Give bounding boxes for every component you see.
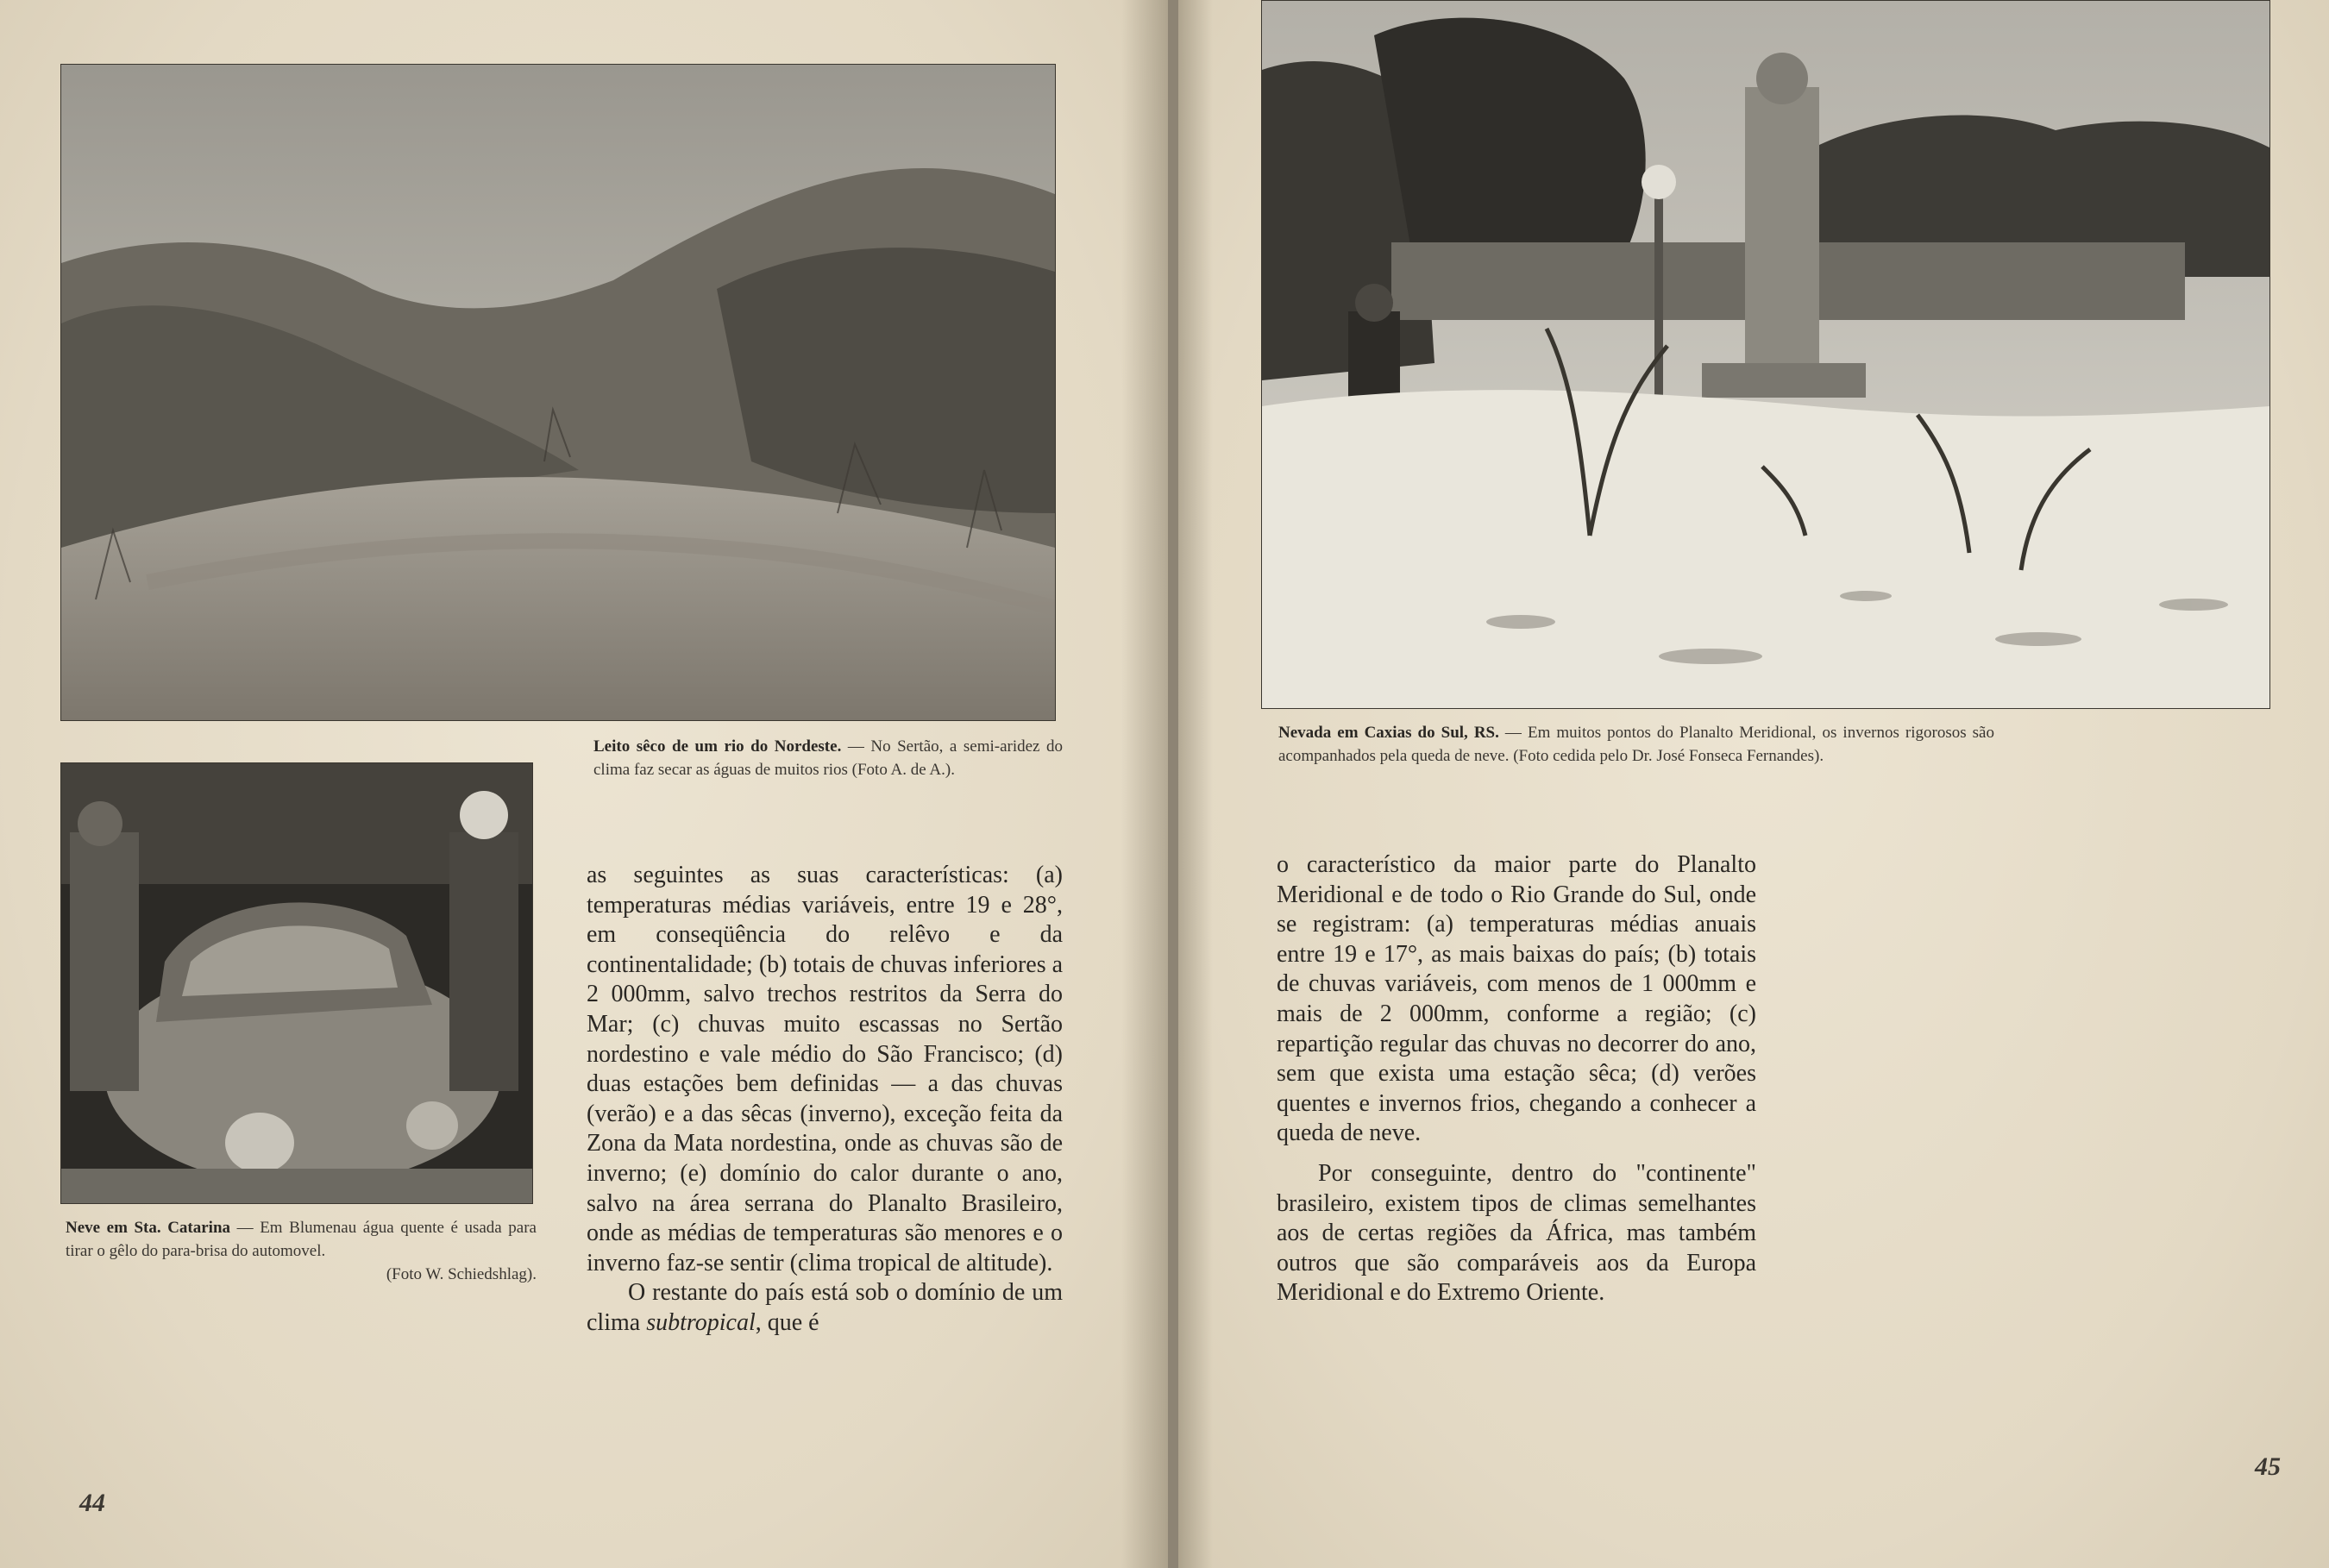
gutter-shadow — [1178, 0, 1213, 1568]
right-page — [1178, 0, 2329, 1568]
paragraph: as seguintes as suas características: (a) temperaturas médias variáveis, entre 19 e 28°, em conseqüência do relêvo e da continentalidade; (b) totais de chuvas inferiores a 2 000mm, salvo trechos restritos da Serra do Mar; (c) chuvas muito escassas no Sertão nordestino e vale médio do São Francisco; (d) duas estações bem definidas — a das chuvas (verão) e a das sêcas (inverno), exceção feita da Zona da Mata nordestina, onde as chuvas são de inverno; (e) domínio do calor durante o ano, salvo na área serrana do Planalto Brasileiro, onde as médias de temperaturas são menores e o inverno faz-se sentir (clima tropical de altitude). — [587, 862, 1064, 1276]
page-number: 44 — [79, 1489, 105, 1517]
caption-title: Neve em Sta. Catarina — [66, 1219, 231, 1237]
left-body-text — [587, 861, 1063, 1339]
page-number: 45 — [2255, 1452, 2281, 1481]
paragraph: Por conseguinte, dentro do "continente" brasileiro, existem tipos de climas semelhantes aos de certas regiões da África, mas também outros que são comparáveis aos da Europa Meridional e do Extremo Oriente. — [1277, 1159, 1756, 1307]
car-snow-photo — [60, 762, 533, 1204]
caption-text: — Em muitos pontos do Planalto Meridional, os invernos rigorosos são acompanhados pela queda de neve. (Foto cedida pelo Dr. José Fonseca Fernandes). — [1278, 724, 1994, 765]
paragraph: o característico da maior parte do Planalto Meridional e de todo o Rio Grande do Sul, onde se registram: (a) temperaturas médias anuais entre 19 e 17°, as mais baixas do país; (b) totais de chuvas variáveis, com menos de 1 000mm e mais de 2 000mm, conforme a região; (c) repartição regular das chuvas no decorrer do ano, sem que exista uma estação sêca; (d) verões quentes e invernos frios, chegando a conhecer a queda de neve. — [1277, 851, 1756, 1147]
caption-title: Nevada em Caxias do Sul, RS. — [1278, 724, 1499, 742]
photo-credit: (Foto W. Schiedshlag). — [386, 1265, 537, 1283]
caption-text: — No Sertão, a semi-aridez do clima faz secar as águas de muitos rios (Foto A. de A.). — [593, 737, 1063, 779]
paragraph: O restante do país está sob o domínio de um clima subtropical, que é — [587, 1279, 1063, 1336]
dry-riverbed-photo — [60, 64, 1056, 721]
right-body-text — [1277, 850, 1756, 1308]
gutter-shadow — [1121, 0, 1168, 1568]
snow-caxias-caption — [1278, 721, 1994, 768]
caption-text: — Em Blumenau água quente é usada para tirar o gêlo do para-brisa do automovel. — [66, 1219, 537, 1260]
dry-riverbed-caption — [593, 735, 1063, 781]
car-snow-caption — [66, 1216, 537, 1286]
snow-square-statue-photo — [1261, 0, 2270, 709]
caption-title: Leito sêco de um rio do Nordeste. — [593, 737, 842, 756]
